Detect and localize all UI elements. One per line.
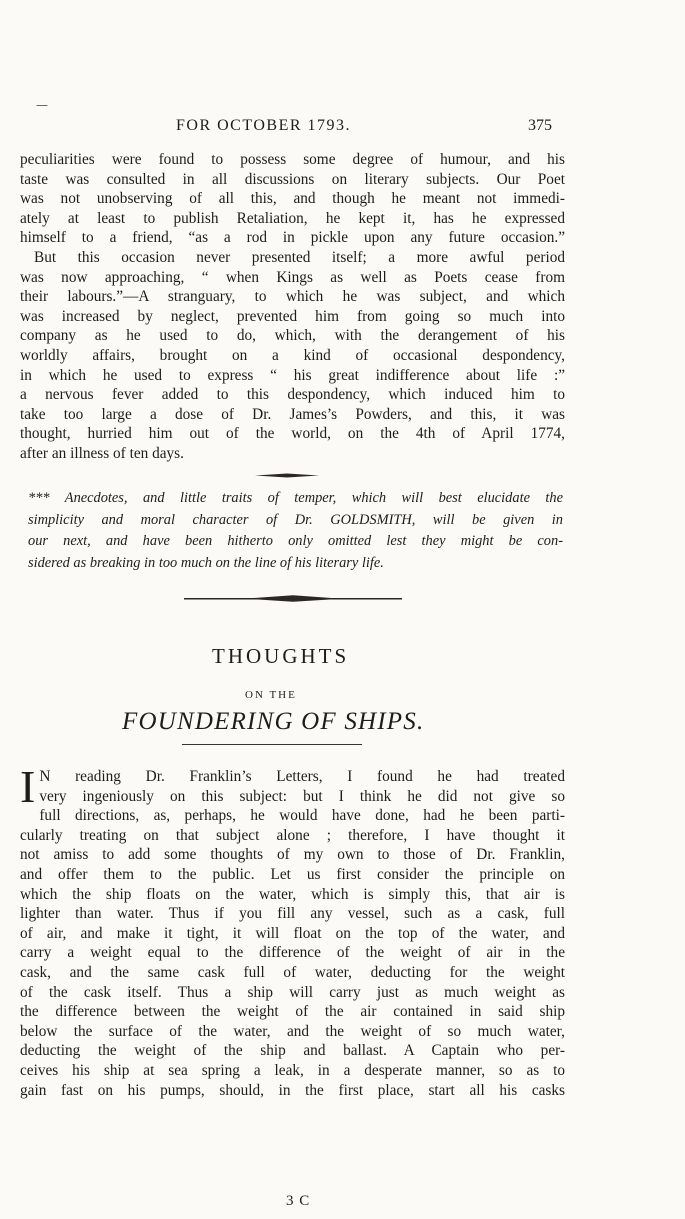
note-line: *** Anecdotes, and little traits of temper, which will best elucidate the	[28, 490, 563, 506]
text-line: the difference between the weight of the air contained in said ship	[20, 1003, 565, 1021]
article-title-on-the: ON THE	[245, 689, 297, 701]
text-line: after an illness of ten days.	[20, 444, 184, 462]
text-line: cularly treating on that subject alone ; therefore, I have thought it	[20, 826, 565, 844]
text-line: of air, and make it tight, it will float on the top of the water, and	[20, 924, 565, 942]
note-line: simplicity and moral character of Dr. GOLDSMITH, will be given in	[28, 511, 563, 528]
signature-mark: 3 C	[286, 1193, 311, 1209]
text-line: cask, and the same cask full of water, deducting for the weight	[20, 963, 565, 981]
text-line: thought, hurried him out of the world, on the 4th of April 1774,	[20, 425, 565, 443]
text-line: peculiarities were found to possess some degree of humour, and his	[20, 151, 565, 168]
text-line: and offer them to the public. Let us first consider the principle on	[20, 865, 565, 883]
text-line: carry a weight equal to the difference of the weight of air in the	[20, 944, 565, 962]
text-line: of the cask itself. Thus a ship will carry just as much weight as	[20, 983, 565, 1001]
text-line: which the ship floats on the water, which is simply this, that air is	[20, 885, 565, 903]
text-line: himself to a friend, “as a rod in pickle upon any future occasion.”	[20, 229, 565, 247]
ornamental-rule-long	[184, 595, 402, 602]
drop-cap: I	[20, 761, 36, 812]
text-line: worldly affairs, brought on a kind of occasional despondency,	[20, 346, 565, 364]
article-title-thoughts: THOUGHTS	[212, 644, 350, 668]
text-line: their labours.”—A stranguary, to which he was subject, and which	[20, 288, 565, 306]
text-line: in which he used to express “ his great indifference about life :”	[20, 366, 565, 384]
text-line: a nervous fever added to this despondency, which induced him to	[20, 386, 565, 404]
text-line: ately at least to publish Retaliation, he kept it, has he expressed	[20, 209, 565, 227]
note-line: sidered as breaking in too much on the line of his literary life.	[28, 554, 384, 571]
page-number: 375	[528, 117, 552, 134]
editor-note	[28, 488, 563, 574]
text-line: deducting the weight of the ship and ballast. A Captain who per-	[20, 1042, 565, 1060]
text-line: very ingeniously on this subject: but I think he did not give so	[39, 787, 565, 805]
text-line: gain fast on his pumps, should, in the first place, start all his casks	[20, 1081, 565, 1099]
text-line: N reading Dr. Franklin’s Letters, I found he had treated	[39, 768, 565, 785]
article-title-main: FOUNDERING OF SHIPS.	[122, 708, 425, 735]
text-line: was now approaching, “ when Kings as well as Poets cease from	[20, 268, 565, 286]
text-line: not amiss to add some thoughts of my own to those of Dr. Franklin,	[20, 846, 565, 864]
ornamental-rule-small	[255, 473, 319, 478]
text-line: was not unobserving of all this, and though he meant not immedi-	[20, 190, 565, 208]
text-line: was increased by neglect, prevented him from going so much into	[20, 307, 565, 325]
text-line: lighter than water. Thus if you fill any vessel, such as a cask, full	[20, 905, 565, 923]
text-line: take too large a dose of Dr. James’s Powders, and this, it was	[20, 405, 565, 423]
title-underline	[182, 744, 362, 745]
text-line: company as he used to do, which, with the derangement of his	[20, 327, 565, 345]
article-body	[20, 761, 565, 1100]
running-head: FOR OCTOBER 1793.	[176, 117, 352, 134]
note-line: our next, and have been hitherto only omitted lest they might be con-	[28, 533, 563, 549]
text-line: full directions, as, perhaps, he would have done, had he been parti-	[39, 807, 565, 825]
text-line: taste was consulted in all discussions on literary subjects. Our Poet	[20, 170, 565, 188]
continuation-text	[20, 150, 565, 464]
text-line: But this occasion never presented itself; a more awful period	[34, 248, 565, 266]
text-line: ceives his ship at sea spring a leak, in a desperate manner, so as to	[20, 1061, 565, 1079]
text-line: below the surface of the water, and the weight of so much water,	[20, 1022, 565, 1040]
printer-mark: —	[36, 98, 48, 112]
